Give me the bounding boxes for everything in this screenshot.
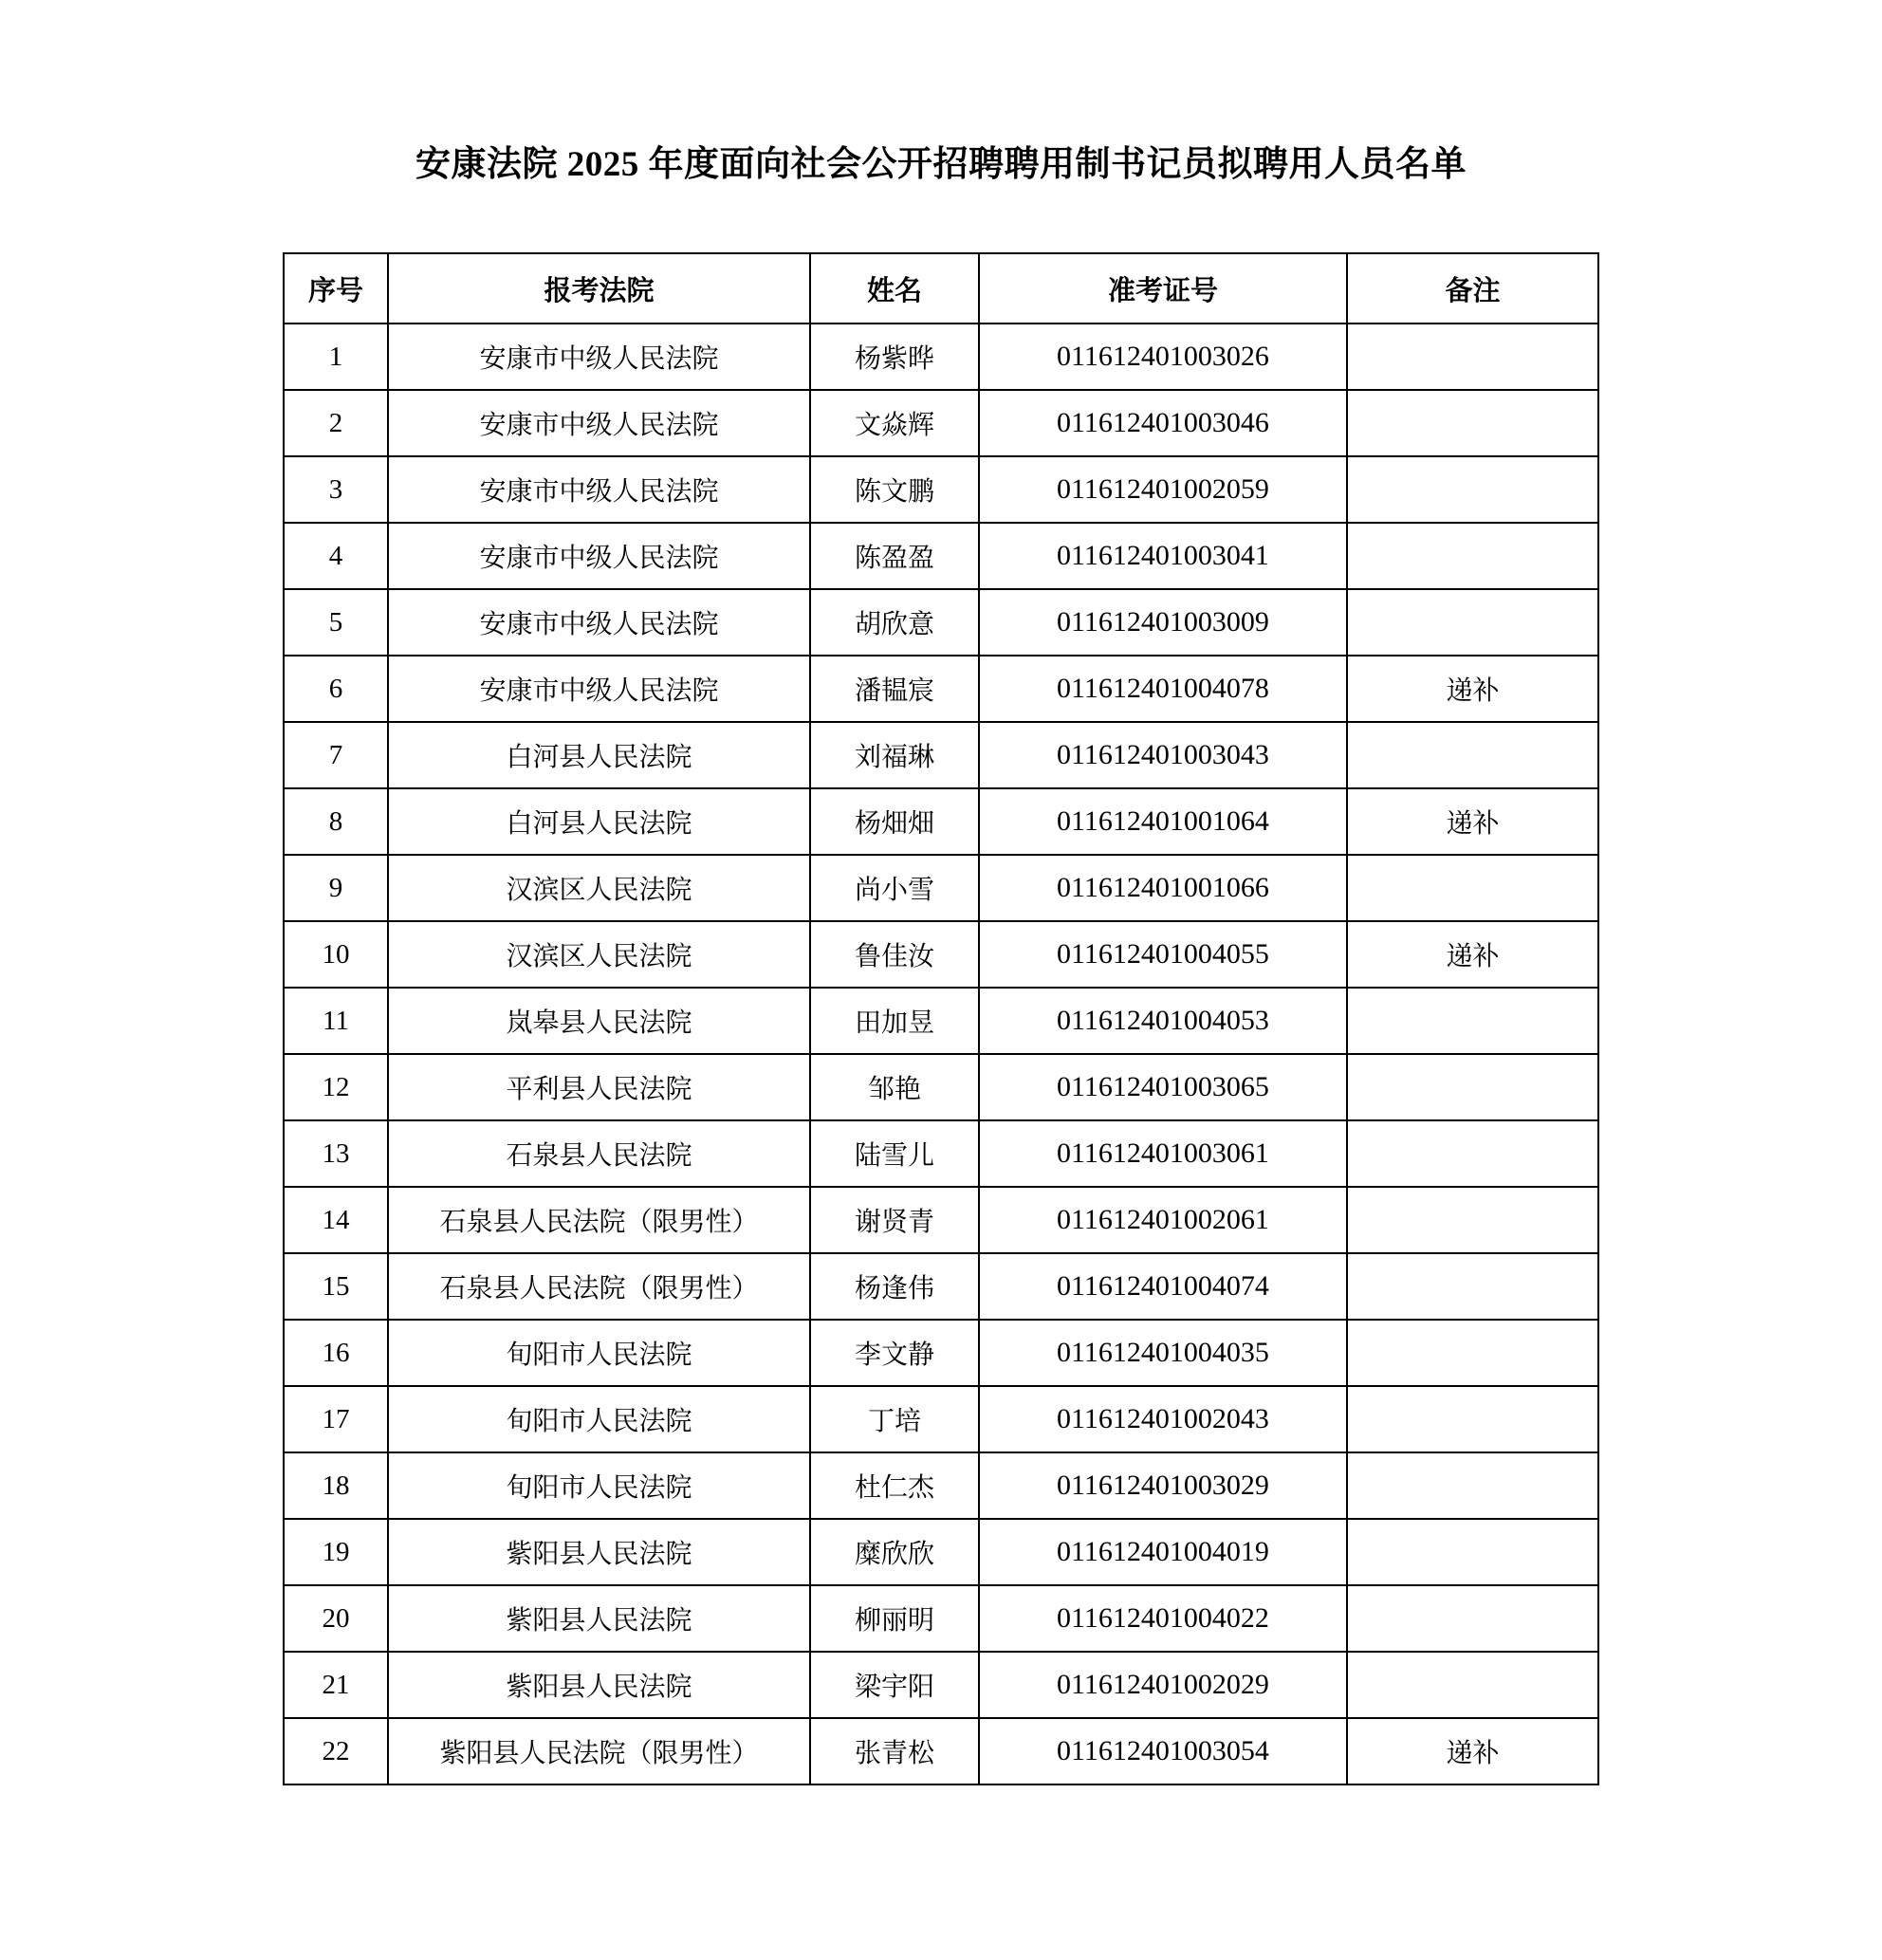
cell-no: 6 [284, 656, 388, 722]
cell-no: 8 [284, 788, 388, 855]
cell-remark [1347, 1054, 1598, 1120]
cell-court: 安康市中级人民法院 [388, 456, 810, 523]
table-row [284, 788, 1598, 855]
col-header-court: 报考法院 [388, 253, 810, 324]
cell-remark [1347, 390, 1598, 456]
cell-remark: 递补 [1347, 921, 1598, 988]
page-title: 安康法院 2025 年度面向社会公开招聘聘用制书记员拟聘用人员名单 [415, 145, 1467, 184]
cell-remark [1347, 1585, 1598, 1652]
cell-court: 岚皋县人民法院 [388, 988, 810, 1054]
table-row [284, 656, 1598, 722]
cell-court: 石泉县人民法院 [388, 1120, 810, 1187]
table-row [284, 1187, 1598, 1253]
cell-ticket: 011612401001064 [979, 788, 1347, 855]
cell-ticket: 011612401002029 [979, 1652, 1347, 1718]
table-row [284, 988, 1598, 1054]
cell-court: 汉滨区人民法院 [388, 921, 810, 988]
cell-remark [1347, 1320, 1598, 1386]
cell-ticket: 011612401003029 [979, 1452, 1347, 1519]
col-header-no: 序号 [284, 253, 388, 324]
table-row [284, 921, 1598, 988]
cell-remark [1347, 1519, 1598, 1585]
cell-ticket: 011612401001066 [979, 855, 1347, 921]
cell-remark [1347, 855, 1598, 921]
col-header-remark: 备注 [1347, 253, 1598, 324]
cell-ticket: 011612401002061 [979, 1187, 1347, 1253]
table-row [284, 722, 1598, 788]
cell-name: 邹艳 [810, 1054, 979, 1120]
cell-no: 13 [284, 1120, 388, 1187]
table-row [284, 523, 1598, 589]
cell-court: 石泉县人民法院（限男性） [388, 1253, 810, 1320]
col-header-ticket: 准考证号 [979, 253, 1347, 324]
cell-ticket: 011612401003026 [979, 324, 1347, 390]
cell-ticket: 011612401003009 [979, 589, 1347, 656]
table-row [284, 456, 1598, 523]
cell-name: 杨畑畑 [810, 788, 979, 855]
cell-no: 15 [284, 1253, 388, 1320]
cell-name: 文焱辉 [810, 390, 979, 456]
cell-remark [1347, 456, 1598, 523]
cell-court: 安康市中级人民法院 [388, 523, 810, 589]
cell-name: 谢贤青 [810, 1187, 979, 1253]
table-row [284, 1585, 1598, 1652]
cell-remark [1347, 523, 1598, 589]
cell-remark [1347, 1452, 1598, 1519]
cell-no: 17 [284, 1386, 388, 1452]
cell-court: 汉滨区人民法院 [388, 855, 810, 921]
cell-court: 安康市中级人民法院 [388, 589, 810, 656]
table-row [284, 1519, 1598, 1585]
cell-no: 18 [284, 1452, 388, 1519]
cell-remark: 递补 [1347, 656, 1598, 722]
cell-name: 丁培 [810, 1386, 979, 1452]
cell-remark [1347, 722, 1598, 788]
table-row [284, 324, 1598, 390]
cell-ticket: 011612401003046 [979, 390, 1347, 456]
cell-remark: 递补 [1347, 788, 1598, 855]
cell-ticket: 011612401003061 [979, 1120, 1347, 1187]
col-header-name: 姓名 [810, 253, 979, 324]
cell-court: 紫阳县人民法院（限男性） [388, 1718, 810, 1784]
table-row [284, 1652, 1598, 1718]
cell-ticket: 011612401004019 [979, 1519, 1347, 1585]
cell-name: 李文静 [810, 1320, 979, 1386]
cell-court: 白河县人民法院 [388, 722, 810, 788]
cell-court: 旬阳市人民法院 [388, 1386, 810, 1452]
cell-court: 紫阳县人民法院 [388, 1585, 810, 1652]
table-row [284, 1054, 1598, 1120]
cell-name: 陈盈盈 [810, 523, 979, 589]
hire-list-table [283, 252, 1599, 1785]
cell-name: 糜欣欣 [810, 1519, 979, 1585]
cell-name: 杨逢伟 [810, 1253, 979, 1320]
cell-name: 胡欣意 [810, 589, 979, 656]
cell-name: 尚小雪 [810, 855, 979, 921]
cell-court: 紫阳县人民法院 [388, 1652, 810, 1718]
cell-name: 杨紫晔 [810, 324, 979, 390]
cell-ticket: 011612401004078 [979, 656, 1347, 722]
cell-name: 杜仁杰 [810, 1452, 979, 1519]
cell-ticket: 011612401003043 [979, 722, 1347, 788]
cell-ticket: 011612401002059 [979, 456, 1347, 523]
cell-no: 19 [284, 1519, 388, 1585]
cell-no: 14 [284, 1187, 388, 1253]
table-row [284, 390, 1598, 456]
table-row [284, 1718, 1598, 1784]
cell-ticket: 011612401002043 [979, 1386, 1347, 1452]
cell-no: 5 [284, 589, 388, 656]
cell-name: 潘韫宸 [810, 656, 979, 722]
cell-name: 张青松 [810, 1718, 979, 1784]
cell-court: 旬阳市人民法院 [388, 1320, 810, 1386]
cell-court: 紫阳县人民法院 [388, 1519, 810, 1585]
cell-no: 22 [284, 1718, 388, 1784]
cell-remark [1347, 1187, 1598, 1253]
table-row [284, 1253, 1598, 1320]
cell-court: 旬阳市人民法院 [388, 1452, 810, 1519]
cell-remark: 递补 [1347, 1718, 1598, 1784]
cell-remark [1347, 1120, 1598, 1187]
cell-no: 1 [284, 324, 388, 390]
table-row [284, 589, 1598, 656]
cell-name: 刘福琳 [810, 722, 979, 788]
cell-no: 2 [284, 390, 388, 456]
cell-court: 安康市中级人民法院 [388, 390, 810, 456]
cell-ticket: 011612401004053 [979, 988, 1347, 1054]
cell-remark [1347, 1652, 1598, 1718]
cell-ticket: 011612401004035 [979, 1320, 1347, 1386]
table-header-row [284, 253, 1598, 324]
cell-ticket: 011612401003054 [979, 1718, 1347, 1784]
cell-remark [1347, 988, 1598, 1054]
cell-name: 陆雪儿 [810, 1120, 979, 1187]
cell-remark [1347, 1386, 1598, 1452]
cell-ticket: 011612401003065 [979, 1054, 1347, 1120]
cell-name: 田加昱 [810, 988, 979, 1054]
cell-court: 平利县人民法院 [388, 1054, 810, 1120]
cell-no: 9 [284, 855, 388, 921]
cell-remark [1347, 1253, 1598, 1320]
cell-name: 陈文鹏 [810, 456, 979, 523]
cell-no: 12 [284, 1054, 388, 1120]
table-row [284, 1452, 1598, 1519]
table-row [284, 1120, 1598, 1187]
cell-court: 安康市中级人民法院 [388, 324, 810, 390]
table-row [284, 855, 1598, 921]
cell-name: 鲁佳汝 [810, 921, 979, 988]
cell-ticket: 011612401004074 [979, 1253, 1347, 1320]
cell-ticket: 011612401004022 [979, 1585, 1347, 1652]
cell-name: 梁宇阳 [810, 1652, 979, 1718]
cell-court: 安康市中级人民法院 [388, 656, 810, 722]
cell-no: 10 [284, 921, 388, 988]
cell-no: 21 [284, 1652, 388, 1718]
cell-ticket: 011612401003041 [979, 523, 1347, 589]
cell-remark [1347, 324, 1598, 390]
cell-no: 7 [284, 722, 388, 788]
cell-no: 3 [284, 456, 388, 523]
cell-remark [1347, 589, 1598, 656]
cell-no: 11 [284, 988, 388, 1054]
cell-no: 20 [284, 1585, 388, 1652]
table-row [284, 1320, 1598, 1386]
cell-name: 柳丽明 [810, 1585, 979, 1652]
table-row [284, 1386, 1598, 1452]
cell-no: 4 [284, 523, 388, 589]
cell-no: 16 [284, 1320, 388, 1386]
cell-court: 石泉县人民法院（限男性） [388, 1187, 810, 1253]
cell-ticket: 011612401004055 [979, 921, 1347, 988]
cell-court: 白河县人民法院 [388, 788, 810, 855]
